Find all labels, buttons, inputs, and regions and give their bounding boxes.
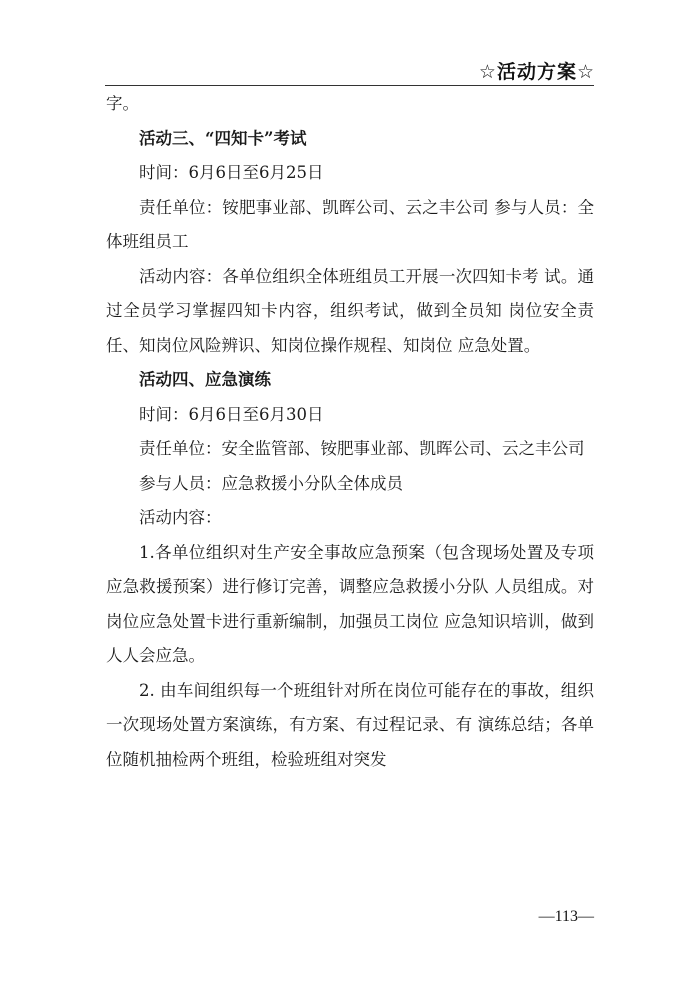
page-header-title: ☆活动方案☆: [478, 61, 595, 83]
header-divider: [105, 85, 594, 86]
document-body: [106, 87, 594, 777]
activity-3-responsible-units: 责任单位：铵肥事业部、凯晖公司、云之丰公司 参与人员：全体班组员工: [106, 197, 594, 251]
paragraph-continuation: 字。: [106, 94, 139, 113]
activity-3-content: 活动内容：各单位组织全体班组员工开展一次四知卡考 试。通过全员学习掌握四知卡内容，组织考试，做到全员知 岗位安全责任、知岗位风险辨识、知岗位操作规程、知岗位 应急处置。: [106, 266, 594, 355]
heading-activity-3: 活动三、“四知卡”考试: [139, 128, 307, 148]
activity-3-time: 时间：6月6日至6月25日: [139, 163, 324, 182]
activity-4-item-2: 2. 由车间组织每一个班组针对所在岗位可能存在的事故，组织一次现场处置方案演练，有方案、有过程记录、有 演练总结；各单位随机抽检两个班组，检验班组对突发: [106, 680, 594, 769]
page-number: —113—: [538, 908, 594, 925]
activity-4-participants: 参与人员：应急救援小分队全体成员: [139, 473, 403, 493]
activity-4-time: 时间：6月6日至6月30日: [139, 404, 324, 424]
activity-4-responsible-units: 责任单位：安全监管部、铵肥事业部、凯晖公司、云之丰公司: [139, 439, 585, 458]
heading-activity-4: 活动四、应急演练: [139, 370, 271, 389]
activity-4-content-label: 活动内容：: [139, 508, 222, 527]
activity-4-item-1: 1.各单位组织对生产安全事故应急预案（包含现场处置及专项应急救援预案）进行修订完善，调整应急救援小分队 人员组成。对岗位应急处置卡进行重新编制，加强员工岗位 应急知识培训，做到人人会应急。: [106, 542, 594, 665]
